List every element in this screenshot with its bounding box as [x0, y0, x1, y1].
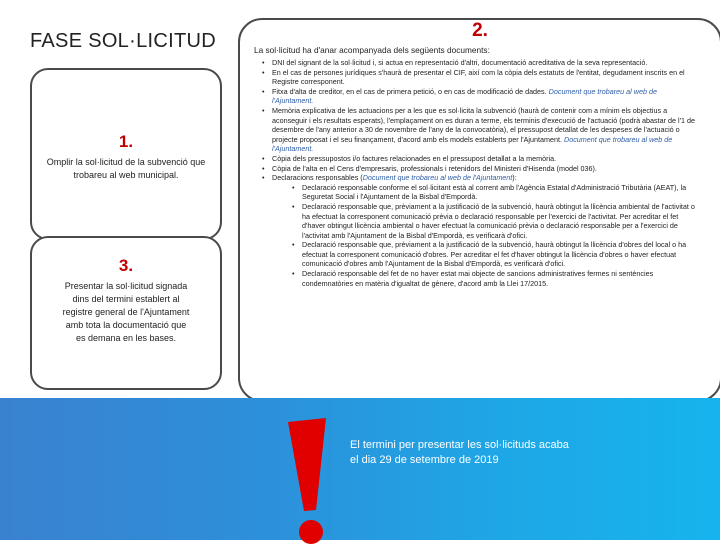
documents-intro: La sol·licitud ha d'anar acompanyada dels següents documents: [254, 45, 490, 55]
deadline-text: El termini per presentar les sol·licituds acaba el dia 29 de setembre de 2019 [350, 439, 569, 466]
step-2-box [238, 18, 720, 402]
declaration-item: • Declaració responsable conforme el sol·licitant està al corrent amb l'Agència Estatal d'Administració Tributària (AEAT), la Seguretat Social i l'Ajuntament de la Bisbal d'Empordà. [296, 183, 700, 202]
document-note: Document que trobareu al web de l'Ajuntament. [272, 134, 673, 154]
documents-list [256, 58, 700, 183]
step-1-box [30, 68, 222, 240]
declaration-item: • Declaració responsable que, prèviament a la justificació de la subvenció, haurà obtingut la llicència ambiental de l'activitat o ha efectuat la corresponent comunicació prèvia o declaració responsable per l'exercici de l'activitat. Per acreditar el fet d'haver obtingut llicència ambiental o haver efectuat la comunicació prèvia o declaració responsable per a l'exercici de l'activitat amb l'Ajuntament de la Bisbal d'Empordà, es verificarà d'ofici. [296, 202, 700, 240]
exclamation-icon [286, 418, 336, 546]
step-3-text: Presentar la sol·licitud signada dins del termini establert al registre general de l'Ajuntament amb tota la documentació que es demana en les bases. [62, 281, 190, 343]
document-item: • Fitxa d'alta de creditor, en el cas de primera petició, o en cas de modificació de dades. Document que trobareu al web de l'Ajuntament. [266, 87, 700, 106]
declarations-list [256, 183, 700, 289]
declaration-item: • Declaració responsable que, prèviament a la justificació de la subvenció, haurà obtingut la llicència d'obres del local o ha efectuat la corresponent comunicació d'obres. Per acreditar el fet d'haver obtingut la llicència d'obres o haver efectuat comunicació d'obres amb l'Ajuntament de la Bisbal d'Empordà, es verificarà d'ofici. [296, 240, 700, 269]
deadline-banner [0, 398, 720, 540]
step-1-text: Omplir la sol·licitud de la subvenció que trobareu al web municipal. [46, 157, 206, 180]
step-3-number: 3. [118, 256, 134, 275]
step-3-box [30, 236, 222, 390]
document-item: • Còpia dels pressupostos i/o factures relacionades en el pressupost detallat a la memòria. [266, 154, 700, 164]
declaration-item: • Declaració responsable del fet de no haver estat mai objecte de sancions administratives fermes ni sentències condemnatòries en matèria d'igualtat de gènere, d'acord amb la Llei 17/2015. [296, 269, 700, 288]
document-item: • Memòria explicativa de les actuacions per a les que es sol·licita la subvenció (haurà de contenir com a mínim els objectius a aconseguir i els resultats esperats), l'emplaçament on es duran a terme, els terminis d'execució de l'actuació (podrà abastar de l'1 de desembre de l'any anterior a 30 de novembre de l'any de la convocatòria), el pressupost detallat de les despeses de l'actuació o projecte proposat i el seu finançament, d'acord amb els models establerts per l'Ajuntament. Document que trobareu al web de l'Ajuntament. [266, 106, 700, 154]
step-2-number: 2. [472, 20, 488, 41]
page-title: FASE SOL·LICITUD [30, 30, 216, 52]
document-item: • DNI del signant de la sol·licitud i, si actua en representació d'altri, documentació acreditativa de la seva representació. [266, 58, 700, 68]
documents-list-container [256, 58, 700, 288]
document-note: Document que trobareu al web de l'Ajuntament [362, 173, 513, 183]
document-item: • En el cas de persones jurídiques s'haurà de presentar el CIF, així com la còpia dels estatuts de l'entitat, degudament inscrits en el Registre corresponent. [266, 68, 700, 87]
document-note: Document que trobareu al web de l'Ajuntament. [272, 86, 657, 106]
step-1-number: 1. [118, 132, 134, 151]
document-item: • Còpia de l'alta en el Cens d'empresaris, professionals i retenidors del Ministeri d'Hisenda (model 036). [266, 164, 700, 174]
document-item: • Declaracions responsables (Document que trobareu al web de l'Ajuntament): [266, 173, 700, 183]
